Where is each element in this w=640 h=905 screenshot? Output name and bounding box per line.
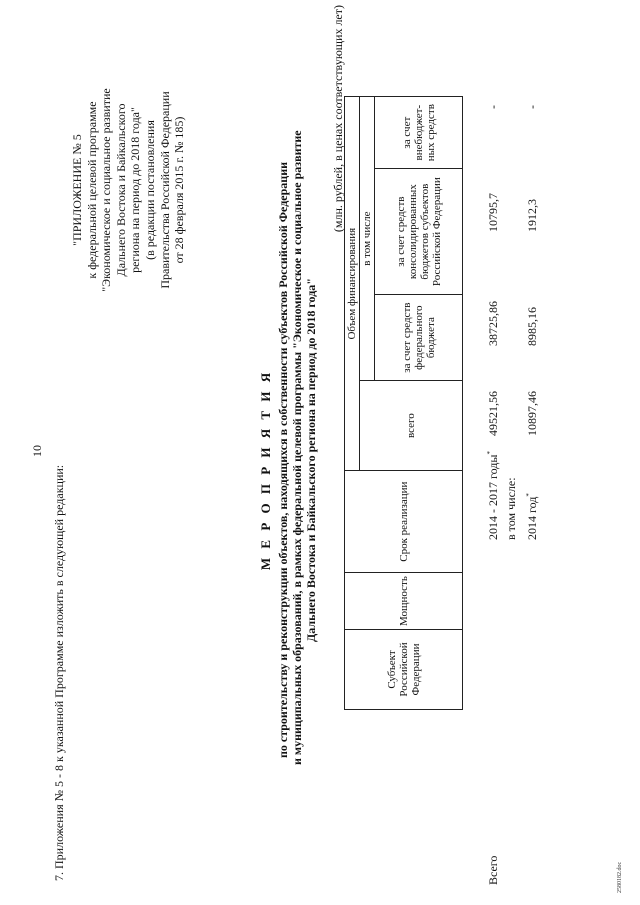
document-subtitle [276,130,318,765]
appendix-line: (в редакции постановления [142,120,157,260]
row-total: 49521,56 [486,391,500,436]
appendix-line: к федеральной целевой программе [84,101,99,279]
page-number: 10 [30,445,44,457]
header-subject: Субъект Российской Федерации [345,630,463,710]
header-regional: за счет средств консолидированных бюджетов субъектов Российской Федерации [375,169,463,295]
subtitle-line: по строительству и реконструкции объектов, находящихся в собственности субъектов Российской Федерации [276,161,290,759]
row-period [525,493,540,540]
subtitle-line: Дальнего Востока и Байкальского региона на период до 2018 года" [304,278,318,642]
row-extra: - [525,105,539,109]
intro-paragraph: 7. Приложения № 5 - 8 к указанной Программе изложить в следующей редакции: [52,464,66,881]
header-extra: за счет внебюджет-ных средств [375,97,463,169]
appendix-line: Правительства Российской Федерации [157,91,172,289]
row-label: Всего [486,855,500,885]
header-total: всего [360,381,463,471]
row-period: в том числе: [504,477,518,540]
funding-table [344,96,463,710]
appendix-line: от 28 февраля 2015 г. № 185) [172,116,187,264]
row-total: 10897,46 [525,391,539,436]
subtitle-line: и муниципальных образований, в рамках федеральной целевой программы "Экономическое и социальное развитие [290,130,304,765]
header-federal: за счет средств федерального бюджета [375,295,463,381]
appendix-line: региона на период до 2018 года" [128,107,143,273]
row-regional: 1912,3 [525,199,539,232]
header-capacity: Мощность [345,573,463,630]
row-period [486,451,501,540]
appendix-line: "Экономическое и социальное развитие [99,88,114,292]
appendix-header [70,20,187,360]
header-incl: в том числе [360,97,375,381]
row-regional: 10795,7 [486,193,500,232]
row-federal: 38725,86 [486,301,500,346]
footer-file-code: 2580182.doc [617,861,623,893]
appendix-line: "ПРИЛОЖЕНИЕ № 5 [70,134,84,246]
row-period-footnote-mark: * [486,451,494,455]
units-note: (млн. рублей, в ценах соответствующих лет) [331,5,345,233]
row-period-footnote-mark: * [525,493,533,497]
document-title: М Е Р О П Р И Я Т И Я [258,369,273,571]
appendix-line: Дальнего Востока и Байкальского [113,103,128,277]
row-federal: 8985,16 [525,307,539,346]
row-extra: - [486,105,500,109]
row-period-text: 2014 - 2017 годы [486,454,500,540]
row-period-text: 2014 год [525,496,539,540]
header-period: Срок реализации [345,471,463,573]
header-funding: Объем финансирования [345,97,360,471]
